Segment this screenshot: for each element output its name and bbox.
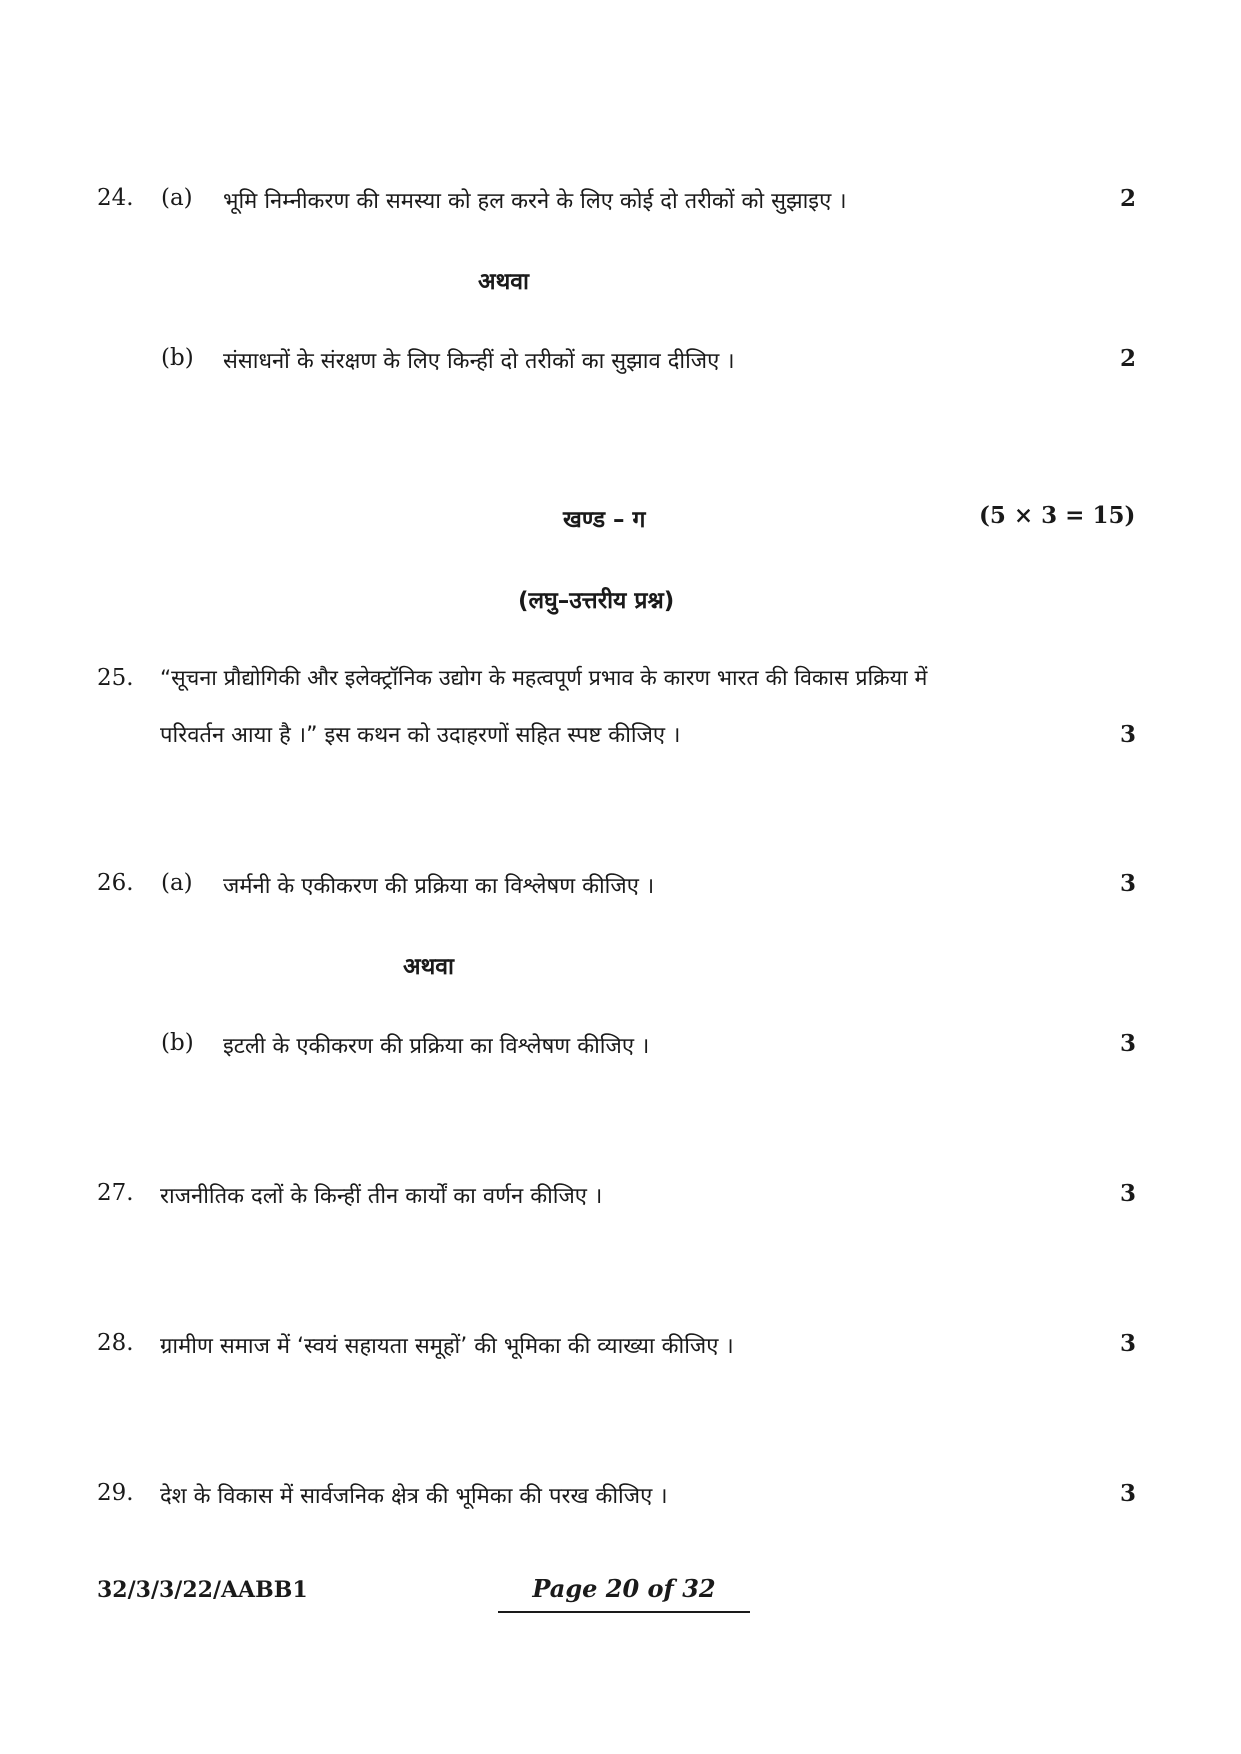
section-title: खण्ड – ग xyxy=(563,507,646,533)
question-25-text-line2: परिवर्तन आया है ।” इस कथन को उदाहरणों सहित स्पष्ट कीजिए । xyxy=(160,723,681,748)
question-25-marks: 3 xyxy=(1119,721,1136,748)
footer-page-number: Page 20 of 32 xyxy=(532,1574,716,1603)
question-24-number: 24. xyxy=(97,185,134,211)
question-28-marks: 3 xyxy=(1119,1330,1136,1357)
question-26b-label: (b) xyxy=(161,1030,194,1056)
question-26a-marks: 3 xyxy=(1119,870,1136,897)
question-29-number: 29. xyxy=(97,1480,134,1506)
footer-page-underline xyxy=(498,1611,750,1613)
question-29-text: देश के विकास में सार्वजनिक क्षेत्र की भूमिका की परख कीजिए । xyxy=(160,1484,668,1509)
question-25-text-line1: “सूचना प्रौद्योगिकी और इलेक्ट्रॉनिक उद्योग के महत्वपूर्ण प्रभाव के कारण भारत की विकास प्रक्रिया में xyxy=(160,666,928,691)
section-subtitle: (लघु–उत्तरीय प्रश्न) xyxy=(518,588,675,614)
question-27-text: राजनीतिक दलों के किन्हीं तीन कार्यों का वर्णन कीजिए । xyxy=(160,1184,603,1209)
question-24a-text: भूमि निम्नीकरण की समस्या को हल करने के लिए कोई दो तरीकों को सुझाइए । xyxy=(223,189,847,214)
question-27-number: 27. xyxy=(97,1180,134,1206)
question-29-marks: 3 xyxy=(1119,1480,1136,1507)
question-24b-marks: 2 xyxy=(1119,345,1136,372)
footer-paper-code: 32/3/3/22/AABB1 xyxy=(97,1577,308,1603)
question-26-or: अथवा xyxy=(403,954,455,980)
question-28-number: 28. xyxy=(97,1330,134,1356)
question-24b-label: (b) xyxy=(161,345,194,371)
question-26b-text: इटली के एकीकरण की प्रक्रिया का विश्लेषण कीजिए । xyxy=(223,1034,650,1059)
question-27-marks: 3 xyxy=(1119,1180,1136,1207)
question-24a-marks: 2 xyxy=(1119,185,1136,212)
question-28-text: ग्रामीण समाज में ‘स्वयं सहायता समूहों’ की भूमिका की व्याख्या कीजिए । xyxy=(160,1334,734,1359)
question-24b-text: संसाधनों के संरक्षण के लिए किन्हीं दो तरीकों का सुझाव दीजिए । xyxy=(223,349,735,374)
question-24-or: अथवा xyxy=(478,269,530,295)
question-26a-text: जर्मनी के एकीकरण की प्रक्रिया का विश्लेषण कीजिए । xyxy=(223,874,655,899)
question-26-number: 26. xyxy=(97,870,134,896)
question-26a-label: (a) xyxy=(161,870,193,896)
question-24a-label: (a) xyxy=(161,185,193,211)
question-26b-marks: 3 xyxy=(1119,1030,1136,1057)
section-marks: (5 × 3 = 15) xyxy=(979,502,1136,529)
question-25-number: 25. xyxy=(97,665,134,691)
